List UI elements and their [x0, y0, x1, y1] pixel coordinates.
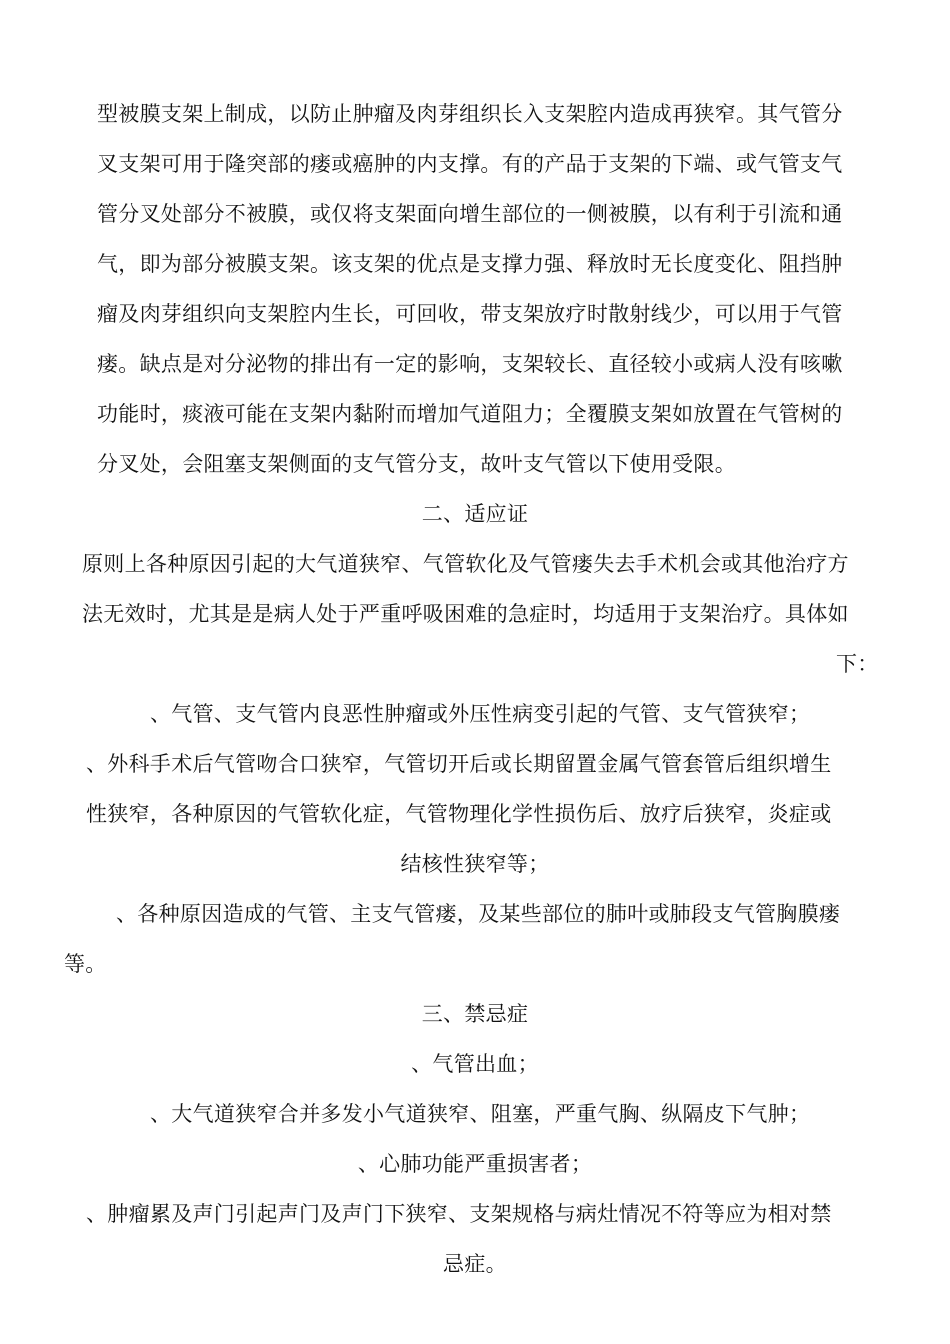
- text-line: 原则上各种原因引起的大气道狭窄、气管软化及气管瘘失去手术机会或其他治疗方: [82, 552, 849, 576]
- section-heading-contraindications: 三、禁忌症: [421, 1002, 529, 1026]
- text-line: 气，即为部分被膜支架。该支架的优点是支撑力强、释放时无长度变化、阻挡肿: [97, 252, 843, 276]
- list-item: 、心肺功能严重损害者；: [357, 1152, 593, 1176]
- list-item: 、大气道狭窄合并多发小气道狭窄、阻塞，严重气胸、纵隔皮下气肿；: [150, 1102, 811, 1126]
- text-line: 瘘。缺点是对分泌物的排出有一定的影响，支架较长、直径较小或病人没有咳嗽: [97, 352, 843, 376]
- list-item: 、气管、支气管内良恶性肿瘤或外压性病变引起的气管、支气管狭窄；: [150, 702, 811, 726]
- text-line: 忌症。: [443, 1252, 507, 1276]
- text-line: 性狭窄，各种原因的气管软化症，气管物理化学性损伤后、放疗后狭窄，炎症或: [86, 802, 832, 826]
- text-line: 下：: [836, 652, 879, 676]
- text-line: 瘤及肉芽组织向支架腔内生长，可回收，带支架放疗时散射线少，可以用于气管: [97, 302, 843, 326]
- text-line: 结核性狭窄等；: [400, 852, 550, 876]
- text-line: 型被膜支架上制成，以防止肿瘤及肉芽组织长入支架腔内造成再狭窄。其气管分: [97, 102, 843, 126]
- text-line: 等。: [64, 952, 107, 976]
- text-line: 分叉处，会阻塞支架侧面的支气管分支，故叶支气管以下使用受限。: [97, 452, 736, 476]
- text-line: 管分叉处部分不被膜，或仅将支架面向增生部位的一侧被膜，以有利于引流和通: [97, 202, 843, 226]
- list-item: 、肿瘤累及声门引起声门及声门下狭窄、支架规格与病灶情况不符等应为相对禁: [86, 1202, 832, 1226]
- text-line: 功能时，痰液可能在支架内黏附而增加气道阻力；全覆膜支架如放置在气管树的: [97, 402, 843, 426]
- section-heading-indications: 二、适应证: [421, 502, 529, 526]
- list-item: 、各种原因造成的气管、主支气管瘘，及某些部位的肺叶或肺段支气管胸膜瘘: [116, 902, 841, 926]
- text-line: 叉支架可用于隆突部的瘘或癌肿的内支撑。有的产品于支架的下端、或气管支气: [97, 152, 843, 176]
- text-line: 法无效时，尤其是是病人处于严重呼吸困难的急症时，均适用于支架治疗。具体如: [82, 602, 849, 626]
- list-item: 、气管出血；: [411, 1052, 539, 1076]
- list-item: 、外科手术后气管吻合口狭窄，气管切开后或长期留置金属气管套管后组织增生: [86, 752, 832, 776]
